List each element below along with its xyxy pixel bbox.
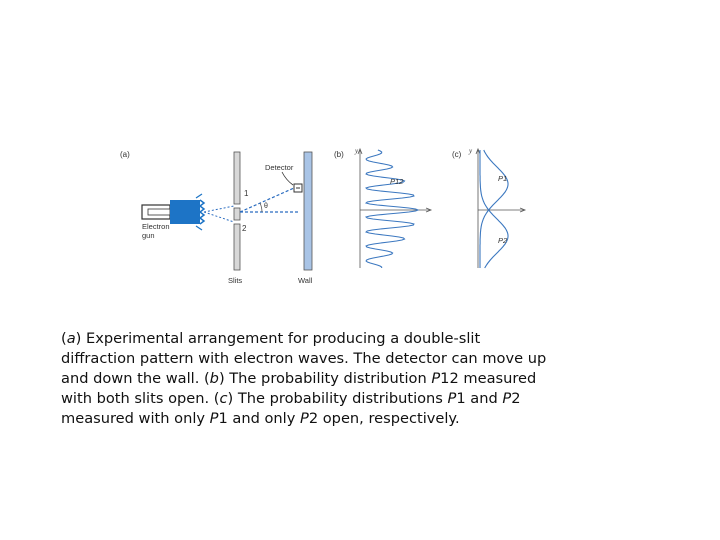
p2-curve [480, 150, 508, 268]
caption-text: 1 and [456, 390, 503, 408]
slits-label: Slits [228, 276, 243, 285]
caption-italic: P [431, 370, 441, 388]
panel-a-label: (a) [120, 150, 130, 159]
caption-line-1 [61, 329, 561, 349]
p12-label: P12 [390, 177, 404, 186]
wall [304, 152, 312, 270]
caption-text: 2 open, respectively. [308, 410, 460, 428]
gun-label-line-1: Electron [142, 222, 170, 231]
panel-b-y-label: y [355, 147, 359, 155]
caption-italic: P [447, 390, 457, 408]
ray-to-slit-1 [204, 206, 234, 212]
gun-barrel [148, 209, 170, 215]
gun-emission-edge [200, 200, 204, 224]
panel-c [452, 147, 525, 268]
gun-nozzle [170, 200, 200, 224]
barrier-bottom [234, 224, 240, 270]
barrier-middle [234, 208, 240, 220]
caption-italic: c [219, 390, 228, 408]
caption-line-3 [61, 369, 561, 389]
caption-text: ) The probability distribution [218, 370, 432, 388]
caption-italic: P [209, 410, 219, 428]
caption-text: 12 measured [440, 370, 537, 388]
caption-italic: P [502, 390, 512, 408]
gun-spark-bottom [196, 226, 202, 230]
double-slit-figure [112, 140, 532, 290]
caption-text: ( [61, 330, 67, 347]
caption-italic: P [300, 410, 309, 428]
theta-label: θ [264, 203, 268, 210]
caption-text: ) The probability distributions [227, 390, 448, 408]
p12-curve [366, 150, 418, 268]
detector-label: Detector [265, 163, 294, 172]
caption-line-5 [61, 409, 561, 429]
panel-b [334, 147, 431, 268]
p2-label: P2 [498, 236, 508, 245]
detector-pointer [282, 172, 293, 185]
panel-b-label: (b) [334, 150, 344, 159]
panel-c-label: (c) [452, 150, 462, 159]
theta-arc [260, 203, 262, 212]
p1-curve [480, 150, 508, 268]
figure-caption [61, 329, 561, 429]
slit-1-label: 1 [244, 189, 249, 198]
slits-barrier [234, 152, 240, 270]
ray-to-slit-2 [204, 212, 234, 222]
caption-text: and down the wall. ( [61, 370, 210, 388]
caption-line-4 [61, 389, 561, 409]
caption-text: 2 [511, 390, 521, 408]
barrier-top [234, 152, 240, 204]
p1-label: P1 [498, 174, 508, 183]
caption-text: 1 and only [218, 410, 301, 428]
panel-a [120, 150, 313, 285]
wall-label: Wall [298, 276, 313, 285]
slit-2-label: 2 [242, 224, 247, 233]
caption-text: measured with only [61, 410, 210, 428]
panel-c-y-label: y [469, 147, 473, 155]
caption-italic: a [66, 330, 76, 347]
caption-text: ) Experimental arrangement for producing a double-slit [75, 330, 481, 347]
gun-spark-top [196, 194, 202, 198]
caption-text: with both slits open. ( [61, 390, 220, 408]
caption-italic: b [209, 370, 219, 388]
caption-line-2: diffraction pattern with electron waves. The detector can move up [61, 350, 547, 368]
gun-label-line-2: gun [142, 231, 155, 240]
figure-svg [112, 140, 532, 290]
